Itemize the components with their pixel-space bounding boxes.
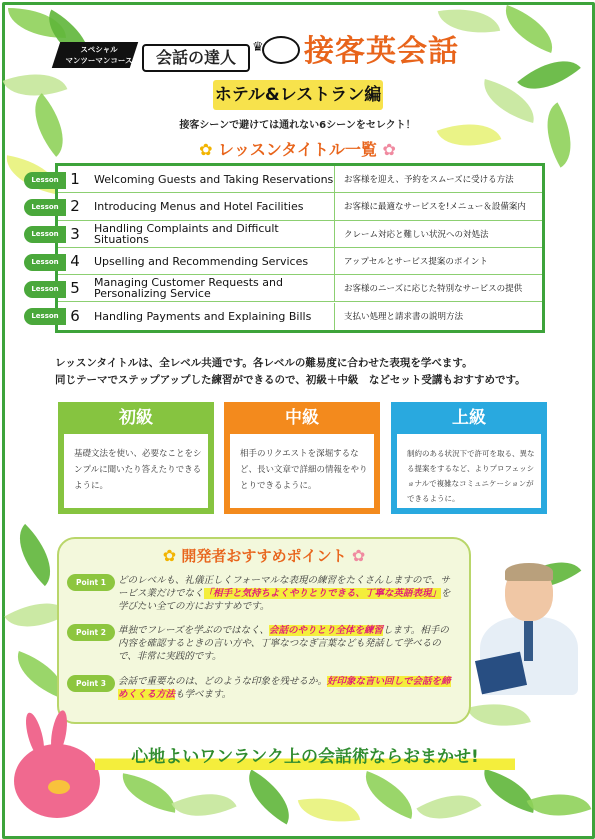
slogan: 心地よいワンランク上の会話術ならおまかせ! xyxy=(95,744,515,770)
lesson-badge: Lesson xyxy=(24,226,66,243)
column-divider xyxy=(334,248,335,274)
lesson-title: Managing Customer Requests and Personalizing Service xyxy=(94,276,283,301)
developer-heading-text: 開発者おすすめポイント xyxy=(181,547,347,565)
flower-icon: ✿ xyxy=(351,546,366,565)
table-row xyxy=(58,166,542,193)
point-text xyxy=(118,675,458,701)
lesson-title: Handling Payments and Explaining Bills xyxy=(94,309,312,323)
column-divider xyxy=(334,221,335,247)
point-text-pre: 単独でフレーズを学ぶのではなく、 xyxy=(118,625,269,636)
lesson-title: Upselling and Recommending Services xyxy=(94,254,309,268)
table-row xyxy=(58,275,542,302)
lesson-badge: Lesson xyxy=(24,199,66,216)
table-row xyxy=(58,221,542,248)
course-tag xyxy=(60,44,138,66)
course-badge: 会話の達人 xyxy=(155,48,236,67)
point-text-pre: 会話で重要なのは、どのような印象を残せるか。 xyxy=(118,676,328,687)
lesson-description: クレーム対応と難しい状況への対処法 xyxy=(344,229,489,240)
lesson-title: Introducing Menus and Hotel Facilities xyxy=(94,199,304,213)
level-description: 相手のリクエストを深堀するなど、長い文章で詳細の情報をやりとりできるように。 xyxy=(240,449,368,491)
point-badge: Point 1 xyxy=(67,574,115,591)
lesson-title: Welcoming Guests and Taking Reservations xyxy=(94,172,334,186)
level-note xyxy=(55,355,575,389)
level-card-intermediate xyxy=(224,402,380,514)
point-highlight: 「相手と気持ちよくやりとりできる、丁寧な英語表現」 xyxy=(203,588,442,599)
lesson-description: お客様に最適なサービスを!メニュー＆設備案内 xyxy=(344,202,526,213)
lesson-description: お客様のニーズに応じた特別なサービスの提供 xyxy=(344,284,523,295)
lesson-number: 2 xyxy=(70,197,80,216)
lesson-description: お客様を迎え、予約をスムーズに受ける方法 xyxy=(344,175,514,186)
lesson-list-heading-text: レッスンタイトル一覧 xyxy=(218,140,377,159)
course-tag-line1: スペシャル xyxy=(80,45,118,54)
lesson-description: 支払い処理と請求書の説明方法 xyxy=(344,312,464,323)
lesson-badge: Lesson xyxy=(24,308,66,325)
lesson-badge: Lesson xyxy=(24,281,66,298)
point-badge: Point 2 xyxy=(67,624,115,641)
level-note-line2: 同じテーマでステップアップした練習ができるので、初級＋中級 などセット受講もおすすめです。 xyxy=(55,374,526,386)
flower-icon: ✿ xyxy=(162,546,177,565)
point-badge: Point 3 xyxy=(67,675,115,692)
flower-icon: ✿ xyxy=(382,140,396,159)
page-title: 接客英会話 xyxy=(304,34,459,69)
developer-heading xyxy=(57,545,471,566)
point-text-post: します。相手の内容を確認するときの言い方や、丁寧なつなぎ言葉なども発話して学べるので、非常に実践的です。 xyxy=(118,625,449,662)
table-row xyxy=(58,193,542,220)
level-note-line1: レッスンタイトルは、全レベル共通です。各レベルの難易度に合わせた表現を学べます。 xyxy=(55,357,473,369)
column-divider xyxy=(334,275,335,301)
lesson-number: 1 xyxy=(70,170,80,188)
level-description: 制約のある状況下で許可を取る、異なる提案をするなど、よりプロフェッショナルで複雑なコミュニケーションができるように。 xyxy=(407,449,535,503)
column-divider xyxy=(334,166,335,192)
lesson-list-heading xyxy=(0,139,595,161)
column-divider xyxy=(334,303,335,330)
column-divider xyxy=(334,193,335,219)
point-text xyxy=(118,574,458,613)
level-card-advanced xyxy=(391,402,547,514)
lesson-table xyxy=(55,163,545,333)
point-highlight: 会話のやりとり全体を練習 xyxy=(268,625,383,636)
speech-bubble-icon xyxy=(262,36,300,64)
point-text-post: を学びたい全ての方におすすめです。 xyxy=(118,588,451,612)
page-subtitle: ホテル&レストラン編 xyxy=(214,85,382,105)
lesson-badge: Lesson xyxy=(24,254,66,271)
level-description: 基礎文法を使い、必要なことをシンプルに聞いたり答えたりできるように。 xyxy=(74,449,202,491)
table-row xyxy=(58,303,542,330)
lesson-number: 5 xyxy=(70,279,80,298)
table-row xyxy=(58,248,542,275)
point-text xyxy=(118,624,458,663)
crown-icon: ♛ xyxy=(252,40,264,55)
point-highlight: 好印象な言い回しで会話を締めくくる方法 xyxy=(118,676,451,700)
point-text-pre: どのレベルも、礼儀正しくフォーマルな表現の練習をたくさんしますので、サービス業だけでなく xyxy=(118,575,450,599)
point-text-post: も学べます。 xyxy=(175,689,232,700)
lesson-number: 3 xyxy=(70,224,80,243)
lesson-description: アップセルとサービス提案のポイント xyxy=(344,257,488,268)
lesson-number: 6 xyxy=(70,306,80,325)
flower-icon: ✿ xyxy=(199,140,213,159)
level-name: 初級 xyxy=(119,408,153,428)
level-name: 上級 xyxy=(452,408,486,428)
course-tag-line2: マンツーマンコース xyxy=(65,56,133,65)
level-name: 中級 xyxy=(285,408,319,428)
level-card-beginner xyxy=(58,402,214,514)
lesson-title: Handling Complaints and Difficult Situations xyxy=(94,221,279,246)
intro-text: 接客シーンで避けては通れない6シーンをセレクト！ xyxy=(179,120,416,131)
lesson-number: 4 xyxy=(70,251,80,270)
lesson-badge: Lesson xyxy=(24,172,66,189)
